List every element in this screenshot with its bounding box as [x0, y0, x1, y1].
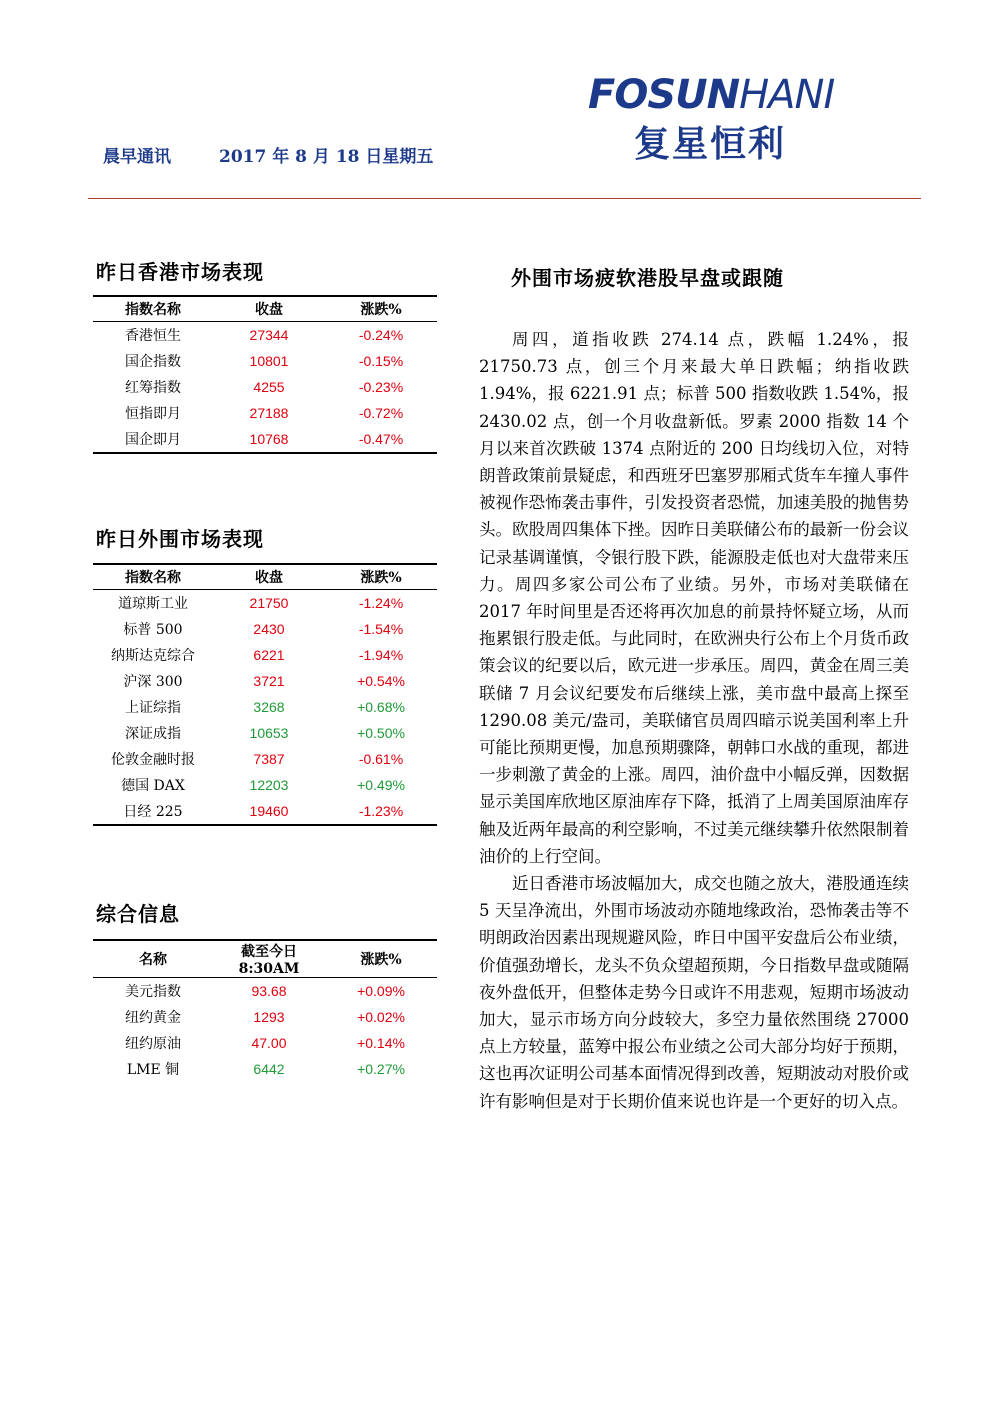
change-percent: -1.23%	[358, 803, 404, 819]
index-name: 日经 225	[123, 804, 183, 820]
index-name: 恒指即月	[125, 406, 181, 422]
table-row	[93, 616, 437, 642]
change-percent: -0.47%	[358, 431, 404, 447]
close-value: 93.68	[251, 983, 287, 999]
change-percent: +0.68%	[357, 699, 405, 715]
index-name: 纽约原油	[125, 1036, 181, 1052]
close-value: 27344	[249, 327, 289, 343]
close-value: 10653	[249, 725, 289, 741]
article-paragraph: 近日香港市场波幅加大，成交也随之放大，港股通连续 5 天呈净流出，外围市场波动亦随地缘政治，恐怖袭击等不明朗政治因素出现规避风险，昨日中国平安盘后公布业绩，价值强劲增长，龙头不负众望超预期，今日指数早盘或随隔夜外盘低开，但整体走势今日或许不用悲观，短期市场波动加大，显示市场方向分歧较大，多空力量依然围绕 27000 点上方较量，蓝筹中报公布业绩之公司大部分均好于预期，这也再次证明公司基本面情况得到改善，短期波动对股价或许有影响但是对于长期价值来说也许是一个更好的切入点。	[479, 874, 909, 1111]
article-paragraph: 周四，道指收跌 274.14 点，跌幅 1.24%，报 21750.73 点，创三个月来最大单日跌幅；纳指收跌 1.94%，报 6221.91 点；标普 500 指数收跌 1.54%，报 2430.02 点，创一个月收盘新低。罗素 2000 指数 14 个月以来首次跌破 1374 点附近的 200 日均线切入位，对特朗普政策前景疑虑，和西班牙巴塞罗那厢式货车车撞人事件被视作恐怖袭击事件，引发投资者恐慌，加速美股的抛售势头。欧股周四集体下挫。因昨日美联储公布的最新一份会议记录基调谨慎，令银行股下跌，能源股走低也对大盘带来压力。周四多家公司公布了业绩。另外，市场对美联储在 2017 年时间里是否还将再次加息的前景持怀疑立场，从而拖累银行股走低。与此同时，在欧洲央行公布上个月货币政策会议的纪要以后，欧元进一步承压。周四，黄金在周三美联储 7 月会议纪要发布后继续上涨，美市盘中最高上探至 1290.08 美元/盎司，美联储官员周四暗示说美国利率上升可能比预期更慢，加息预期骤降，朝韩口水战的重现，都进一步刺激了黄金的上涨。周四，油价盘中小幅反弹，因数据显示美国库欣地区原油库存下降，抵消了上周美国原油库存触及近两年最高的利空影响，不过美元继续攀升依然限制着油价的上行空间。	[479, 330, 909, 866]
report-header	[103, 142, 433, 167]
logo-english: FOSUNHANI	[588, 72, 835, 118]
column-header: 指数名称	[93, 296, 213, 322]
column-header: 涨跌%	[325, 296, 437, 322]
index-name: 伦敦金融时报	[111, 752, 195, 768]
close-value: 6442	[253, 1061, 285, 1077]
table-row	[93, 400, 437, 426]
report-title: 晨早通讯	[103, 147, 171, 167]
table-row	[93, 798, 437, 825]
table-row	[93, 1056, 437, 1082]
index-name: 国企即月	[125, 432, 181, 448]
column-header: 名称	[93, 940, 213, 978]
index-name: 上证综指	[125, 700, 181, 716]
close-value: 2430	[253, 621, 285, 637]
table-row	[93, 694, 437, 720]
change-percent: -1.94%	[358, 647, 404, 663]
index-name: 道琼斯工业	[118, 596, 188, 612]
close-value: 4255	[253, 379, 285, 395]
logo-chinese: 复星恒利	[634, 124, 787, 165]
index-name: 沪深 300	[123, 674, 183, 690]
close-value: 3721	[253, 673, 285, 689]
table-header-row	[93, 564, 437, 590]
company-logo	[588, 72, 888, 165]
table-header-row	[93, 940, 437, 978]
column-header: 指数名称	[93, 564, 213, 590]
table-row	[93, 1004, 437, 1030]
close-value: 19460	[249, 803, 289, 819]
close-value: 6221	[253, 647, 285, 663]
index-name: 纽约黄金	[125, 1010, 181, 1026]
article-title: 外围市场疲软港股早盘或跟随	[511, 266, 784, 290]
close-value: 10768	[249, 431, 289, 447]
table-row	[93, 374, 437, 400]
table-row	[93, 772, 437, 798]
index-name: 香港恒生	[125, 328, 181, 344]
table-row	[93, 590, 437, 617]
index-name: 红筹指数	[125, 380, 181, 396]
hk-market-table	[93, 295, 437, 454]
article-body	[479, 326, 909, 1115]
change-percent: +0.27%	[357, 1061, 405, 1077]
table-row	[93, 978, 437, 1005]
column-header: 截至今日 8:30AM	[213, 940, 325, 978]
column-header: 收盘	[213, 296, 325, 322]
index-name: 美元指数	[125, 984, 181, 1000]
close-value: 7387	[253, 751, 285, 767]
table-row	[93, 746, 437, 772]
change-percent: +0.49%	[357, 777, 405, 793]
general-info-title: 综合信息	[96, 902, 180, 926]
table-row	[93, 668, 437, 694]
change-percent: -0.72%	[358, 405, 404, 421]
change-percent: -0.24%	[358, 327, 404, 343]
change-percent: +0.54%	[357, 673, 405, 689]
close-value: 10801	[249, 353, 289, 369]
index-name: 标普 500	[123, 622, 183, 638]
header-divider	[88, 198, 921, 199]
table-row	[93, 322, 437, 349]
close-value: 1293	[253, 1009, 285, 1025]
table-row	[93, 348, 437, 374]
change-percent: -0.23%	[358, 379, 404, 395]
table-row	[93, 720, 437, 746]
change-percent: +0.14%	[357, 1035, 405, 1051]
index-name: LME 铜	[126, 1062, 180, 1078]
table-row	[93, 642, 437, 668]
column-header: 涨跌%	[325, 564, 437, 590]
change-percent: -0.61%	[358, 751, 404, 767]
index-name: 纳斯达克综合	[111, 648, 195, 664]
change-percent: -1.24%	[358, 595, 404, 611]
column-header: 涨跌%	[325, 940, 437, 978]
close-value: 27188	[249, 405, 289, 421]
index-name: 国企指数	[125, 354, 181, 370]
table-header-row	[93, 296, 437, 322]
table-row	[93, 426, 437, 453]
index-name: 深证成指	[125, 726, 181, 742]
report-date: 2017 年 8 月 18 日星期五	[219, 147, 434, 167]
table-row	[93, 1030, 437, 1056]
close-value: 12203	[249, 777, 289, 793]
global-market-title: 昨日外围市场表现	[96, 527, 264, 551]
change-percent: -1.54%	[358, 621, 404, 637]
change-percent: +0.02%	[357, 1009, 405, 1025]
close-value: 21750	[249, 595, 289, 611]
global-market-table	[93, 563, 437, 826]
change-percent: +0.50%	[357, 725, 405, 741]
close-value: 47.00	[251, 1035, 287, 1051]
change-percent: +0.09%	[357, 983, 405, 999]
change-percent: -0.15%	[358, 353, 404, 369]
hk-market-title: 昨日香港市场表现	[96, 260, 264, 284]
column-header: 收盘	[213, 564, 325, 590]
index-name: 德国 DAX	[121, 778, 185, 794]
close-value: 3268	[253, 699, 285, 715]
general-info-table	[93, 939, 437, 1082]
